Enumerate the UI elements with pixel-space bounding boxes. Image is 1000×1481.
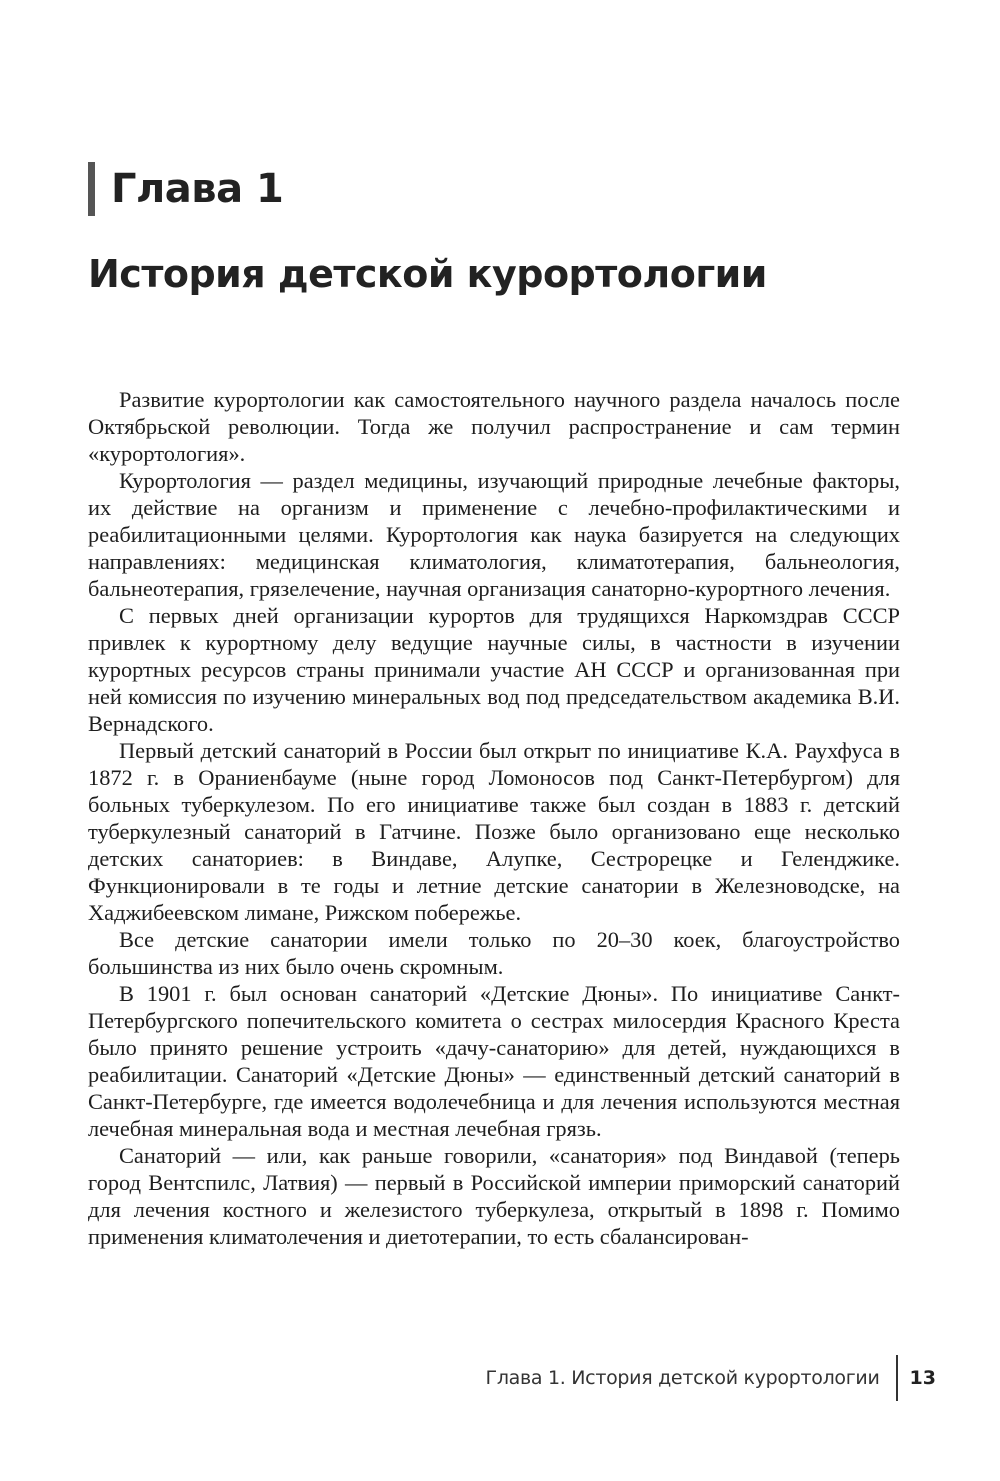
- page-number: 13: [909, 1367, 936, 1389]
- body-text: [88, 386, 900, 1250]
- chapter-marker-bar: [88, 162, 95, 216]
- chapter-heading: [88, 160, 283, 218]
- paragraph: Курортология — раздел медицины, изучающий природные лечебные факторы, их действие на организм и применение с лечебно-профилактическими и реабилитационными целями. Курортология как наука базируется на следующих направлениях: медицинская климатология, климатотерапия, бальнеология, бальнеотерапия, грязелечение, научная организация санаторно-курортного лечения.: [88, 468, 900, 601]
- paragraph: Санаторий — или, как раньше говорили, «санатория» под Виндавой (теперь город Вентспилс, Латвия) — первый в Российской империи приморский санаторий для лечения костного и железистого туберкулеза, открытый в 1898 г. Помимо применения климатолечения и диетотерапии, то есть сбалансирован-: [88, 1143, 900, 1249]
- paragraph: Первый детский санаторий в России был открыт по инициативе К.А. Раухфуса в 1872 г. в Ораниенбауме (ныне город Ломоносов под Санкт-Петербургом) для больных туберкулезом. По его инициативе также был создан в 1883 г. детский туберкулезный санаторий в Гатчине. Позже было организовано еще несколько детских санаториев: в Виндаве, Алупке, Сестрорецке и Геленджике. Функционировали в те годы и летние детские санатории в Железноводске, на Хаджибеевском лимане, Рижском побережье.: [88, 738, 900, 925]
- running-title: Глава 1. История детской курортологии: [485, 1367, 880, 1389]
- paragraph: Развитие курортологии как самостоятельного научного раздела началось после Октябрьской революции. Тогда же получил распространение и сам термин «курортология».: [88, 387, 900, 466]
- paragraph: В 1901 г. был основан санаторий «Детские Дюны». По инициативе Санкт-Петербургского попечительского комитета о сестрах милосердия Красного Креста было принято решение устроить «дачу-санаторию» для детей, нуждающихся в реабилитации. Санаторий «Детские Дюны» — единственный детский санаторий в Санкт-Петербурге, где имеется водолечебница и для лечения используются местная лечебная минеральная вода и местная лечебная грязь.: [88, 981, 900, 1141]
- paragraph: Все детские санатории имели только по 20–30 коек, благоустройство большинства из них было очень скромным.: [88, 927, 900, 979]
- paragraph: С первых дней организации курортов для трудящихся Наркомздрав СССР привлек к курортному делу ведущие научные силы, в частности в изучении курортных ресурсов страны принимали участие АН СССР и организованная при ней комиссия по изучению минеральных вод под председательством академика В.И. Вернадского.: [88, 603, 900, 736]
- footer-divider: [896, 1355, 898, 1401]
- chapter-title: История детской курортологии: [88, 252, 767, 296]
- chapter-label: Глава 1: [111, 166, 284, 212]
- page-footer: [486, 1354, 936, 1402]
